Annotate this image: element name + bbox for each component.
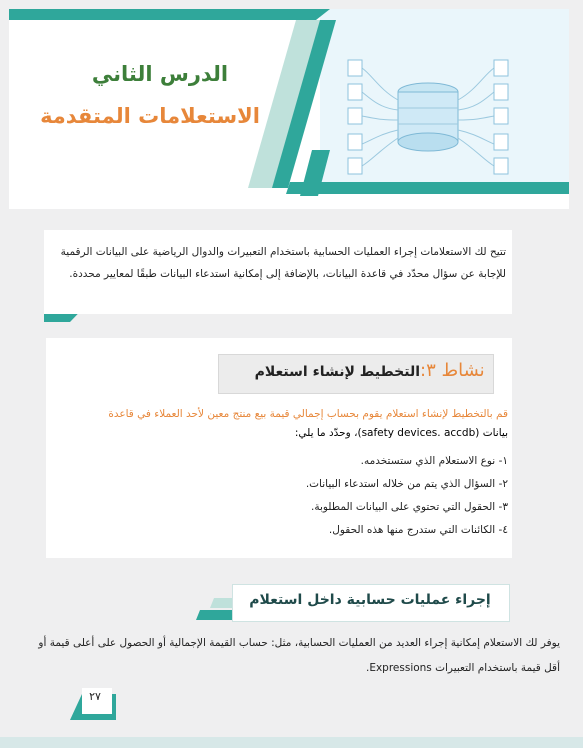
list-item: ٢- السؤال الذي يتم من خلاله استدعاء البيانات. [305, 478, 508, 490]
activity-intro [56, 405, 508, 443]
list-item: ١- نوع الاستعلام الذي ستستخدمه. [360, 455, 508, 467]
database-illustration-icon [348, 60, 508, 174]
list-item: ٣- الحقول التي تحتوي على البيانات المطلوبة. [310, 501, 508, 513]
bottom-strip [0, 737, 583, 748]
activity-list [100, 450, 508, 542]
section-accent [196, 610, 236, 620]
section-body: يوفر لك الاستعلام إمكانية إجراء العديد من العمليات الحسابية، مثل: حساب القيمة الإجمالية أو الحصول على أعلى قيمة أو أقل قيمة باستخدام التعبيرات Expressions. [38, 637, 560, 674]
intro-paragraph: تتيح لك الاستعلامات إجراء العمليات الحسابية باستخدام التعبيرات والدوال الرياضية على البيانات الرقمية للإجابة عن سؤال محدّد في قاعدة البيانات، بالإضافة إلى إمكانية استدعاء البيانات طبقًا لمعايير محددة. [60, 246, 506, 280]
top-teal-bar [9, 9, 330, 20]
activity-label: نشاط ٣: [420, 360, 485, 381]
lesson-subtitle: الاستعلامات المتقدمة [40, 104, 260, 128]
section-title: إجراء عمليات حسابية داخل استعلام [249, 592, 491, 608]
list-item: ٤- الكائنات التي ستدرج منها هذه الحقول. [328, 524, 508, 536]
activity-title: التخطيط لإنشاء استعلام [254, 364, 420, 380]
header-bottom-bar [286, 182, 569, 194]
lesson-title: الدرس الثاني [91, 62, 229, 86]
page-number: ٢٧ [89, 690, 101, 703]
activity-intro-highlight: قم بالتخطيط لإنشاء استعلام يقوم بحساب إجمالي قيمة بيع منتج معين لأحد العملاء في قاعدة [108, 408, 508, 420]
activity-intro-rest: بيانات (safety devices. accdb)، وحدّد ما يلي: [294, 427, 508, 439]
